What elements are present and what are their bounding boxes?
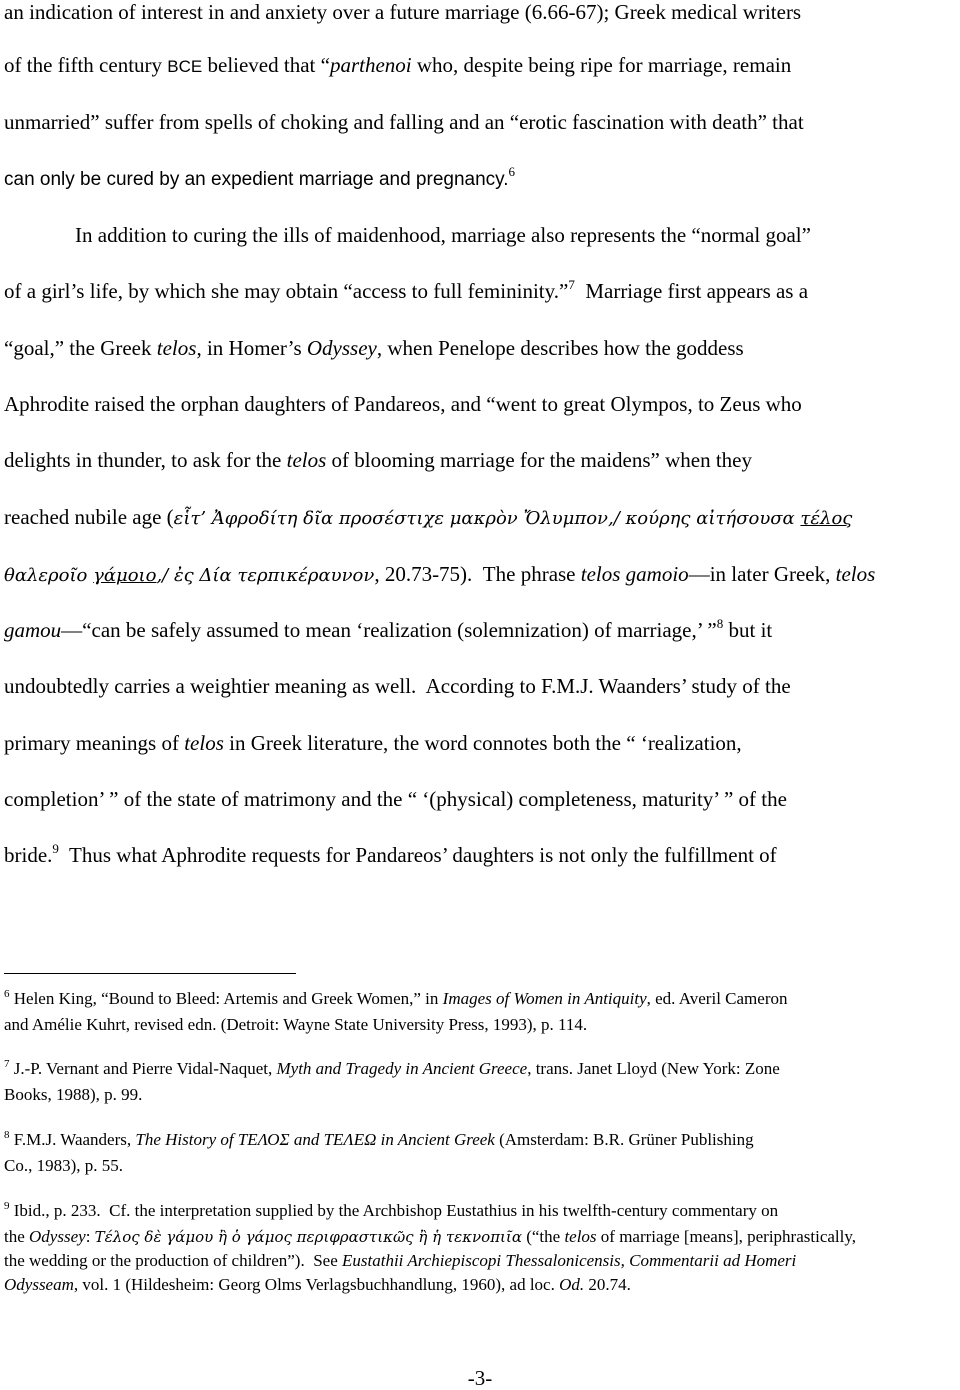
text-span: “goal,” the Greek [4,336,157,360]
body-line-16 [4,843,777,870]
greek-quotation: ,/ ἐς Δία τερπικέραυνον [156,565,375,586]
footnote-ref: 8 [716,616,724,631]
italic-title: Odysseam [4,1275,74,1294]
italic-term: parthenoi [329,53,412,77]
body-line-14 [4,731,742,755]
footnote-7 [4,1057,949,1107]
italic-title: Odyssey [306,336,377,360]
italic-term: telos [286,448,327,472]
text-span: undoubtedly carries a weightier meaning as well. According to F.M.J. Waanders’ study of the [4,674,791,698]
text-span: Ibid., p. 233. Cf. the interpretation supplied by the Archbishop Eustathius in his twelfth-century commentary on [9,1201,779,1220]
greek-quotation: Τέλος δὲ γάμου ἢ ὁ γάμος περιφραστικῶς ἢ ἡ τεκνοπιῖα [94,1228,522,1246]
text-span: of a girl’s life, by which she may obtain “access to full femininity.” [4,279,569,303]
footnote-line [4,1249,949,1273]
text-span: , 20.73-75). The phrase [374,562,581,586]
footnote-8 [4,1128,949,1178]
footnote-ref: 9 [52,841,59,856]
text-span: (Amsterdam: B.R. Grüner Publishing [494,1130,754,1149]
text-span: of blooming marriage for the maidens” when they [326,448,752,472]
greek-quotation: εἷτ’ Ἀφροδίτη δῖα προσέστιχε μακρὸν Ὄλυμπον,/ κούρης αἰτήσουσα [173,508,801,529]
body-line-2 [4,53,791,79]
italic-term: telos [564,1227,597,1246]
text-span: believed that “ [202,53,330,77]
text-span: F.M.J. Waanders, [9,1130,136,1149]
body-line-4 [4,166,515,193]
text-span: the wedding or the production of children”). See [4,1251,343,1270]
italic-title: The History of ΤΕΛΟΣ and ΤΕΛΕΩ in Ancient Greek [135,1130,495,1149]
footnote-ref: 6 [508,164,516,179]
text-span: an indication of interest in and anxiety over a future marriage (6.66-67); Greek medical writers [4,0,802,24]
italic-term: telos gamoio [580,562,689,586]
text-span: Helen King, “Bound to Bleed: Artemis and Greek Women,” in [9,989,443,1008]
italic-term: telos [156,336,197,360]
footnote-line [4,987,949,1013]
text-span: bride. [4,843,53,867]
footnote-ref: 7 [568,277,575,292]
text-span: Marriage first appears as a [574,279,809,303]
italic-abbreviation: Od. [559,1275,585,1294]
footnote-number: 6 [4,988,10,1000]
text-span: of marriage [means], periphrastically, [596,1227,856,1246]
page-number: -3- [467,1366,493,1390]
text-span: completion’ ” of the state of matrimony and the “ ‘(physical) completeness, maturity’ ” of the [4,787,787,811]
body-line-5 [75,223,811,247]
footnote-9 [4,1199,949,1297]
text-span: (“the [521,1227,565,1246]
text-span: unmarried” suffer from spells of choking and falling and an “erotic fascination with death” that [4,110,804,134]
text-span: , vol. 1 (Hildesheim: Georg Olms Verlagsbuchhandlung, 1960), ad loc. [73,1275,560,1294]
text-span: the [4,1227,30,1246]
italic-term: telos [184,731,224,755]
text-span: who, despite being ripe for marriage, remain [411,53,792,77]
text-span: 20.74. [584,1275,631,1294]
body-line-7 [4,336,744,360]
body-line-10 [4,505,852,531]
footnote-line [4,1199,949,1225]
footnote-separator [4,973,296,974]
footnote-line [4,1057,949,1083]
footnote-line: Books, 1988), p. 99. [4,1085,143,1104]
footnote-line: Co., 1983), p. 55. [4,1156,123,1175]
italic-term: gamou [4,618,62,642]
text-span: , trans. Janet Lloyd (New York: Zone [527,1059,780,1078]
greek-quotation: θαλεροῖο [4,565,94,586]
footnote-line: and Amélie Kuhrt, revised edn. (Detroit: Wayne State University Press, 1993), p. 114. [4,1015,588,1034]
text-span: reached nubile age ( [4,505,174,529]
body-line-8 [4,392,802,416]
era-abbreviation: BCE [167,57,203,76]
body-line-6 [4,279,808,306]
body-line-9 [4,448,752,472]
text-span: in Greek literature, the word connotes both the “ ‘realization, [223,731,742,755]
greek-underlined-word: γάμοιο [93,565,157,586]
footnote-6 [4,987,949,1037]
italic-title: Images of Women in Antiquity [442,989,647,1008]
footnote-number: 8 [4,1129,10,1141]
text-span: Aphrodite raised the orphan daughters of Pandareos, and “went to great Olympos, to Zeus who [4,392,802,416]
body-line-12 [4,618,772,645]
text-span: J.-P. Vernant and Pierre Vidal-Naquet, [9,1059,277,1078]
italic-term: telos [835,562,876,586]
footnote-line [4,1225,949,1249]
footnote-line [4,1273,949,1297]
greek-underlined-word: τέλος [800,508,853,529]
italic-title: Myth and Tragedy in Ancient Greece [276,1059,528,1078]
italic-title: Odyssey [29,1227,86,1246]
text-span: In addition to curing the ills of maidenhood, marriage also represents the “normal goal” [75,223,811,247]
text-span: , when Penelope describes how the goddess [376,336,744,360]
text-span: —in later Greek, [688,562,836,586]
body-line-1 [4,0,801,24]
body-line-11 [4,562,875,588]
text-span: , in Homer’s [196,336,307,360]
italic-title: Eustathii Archiepiscopi Thessalonicensis, Commentarii ad Homeri [342,1251,797,1270]
body-line-15 [4,787,787,811]
footnote-line [4,1128,949,1154]
text-span: , ed. Averil Cameron [646,989,788,1008]
body-line-13 [4,674,791,698]
body-line-3 [4,110,804,134]
text-span: —“can be safely assumed to mean ‘realization (solemnization) of marriage,’ ” [61,618,717,642]
footnote-number: 9 [4,1200,10,1212]
text-span: delights in thunder, to ask for the [4,448,287,472]
text-span: Thus what Aphrodite requests for Pandareos’ daughters is not only the fulfillment of [58,843,777,867]
text-span: : [85,1227,95,1246]
text-span: of the fifth century [4,53,168,77]
footnote-number: 7 [4,1058,10,1070]
text-span: primary meanings of [4,731,185,755]
text-span: but it [723,618,773,642]
text-span: can only be cured by an expedient marriage and pregnancy. [4,169,509,190]
